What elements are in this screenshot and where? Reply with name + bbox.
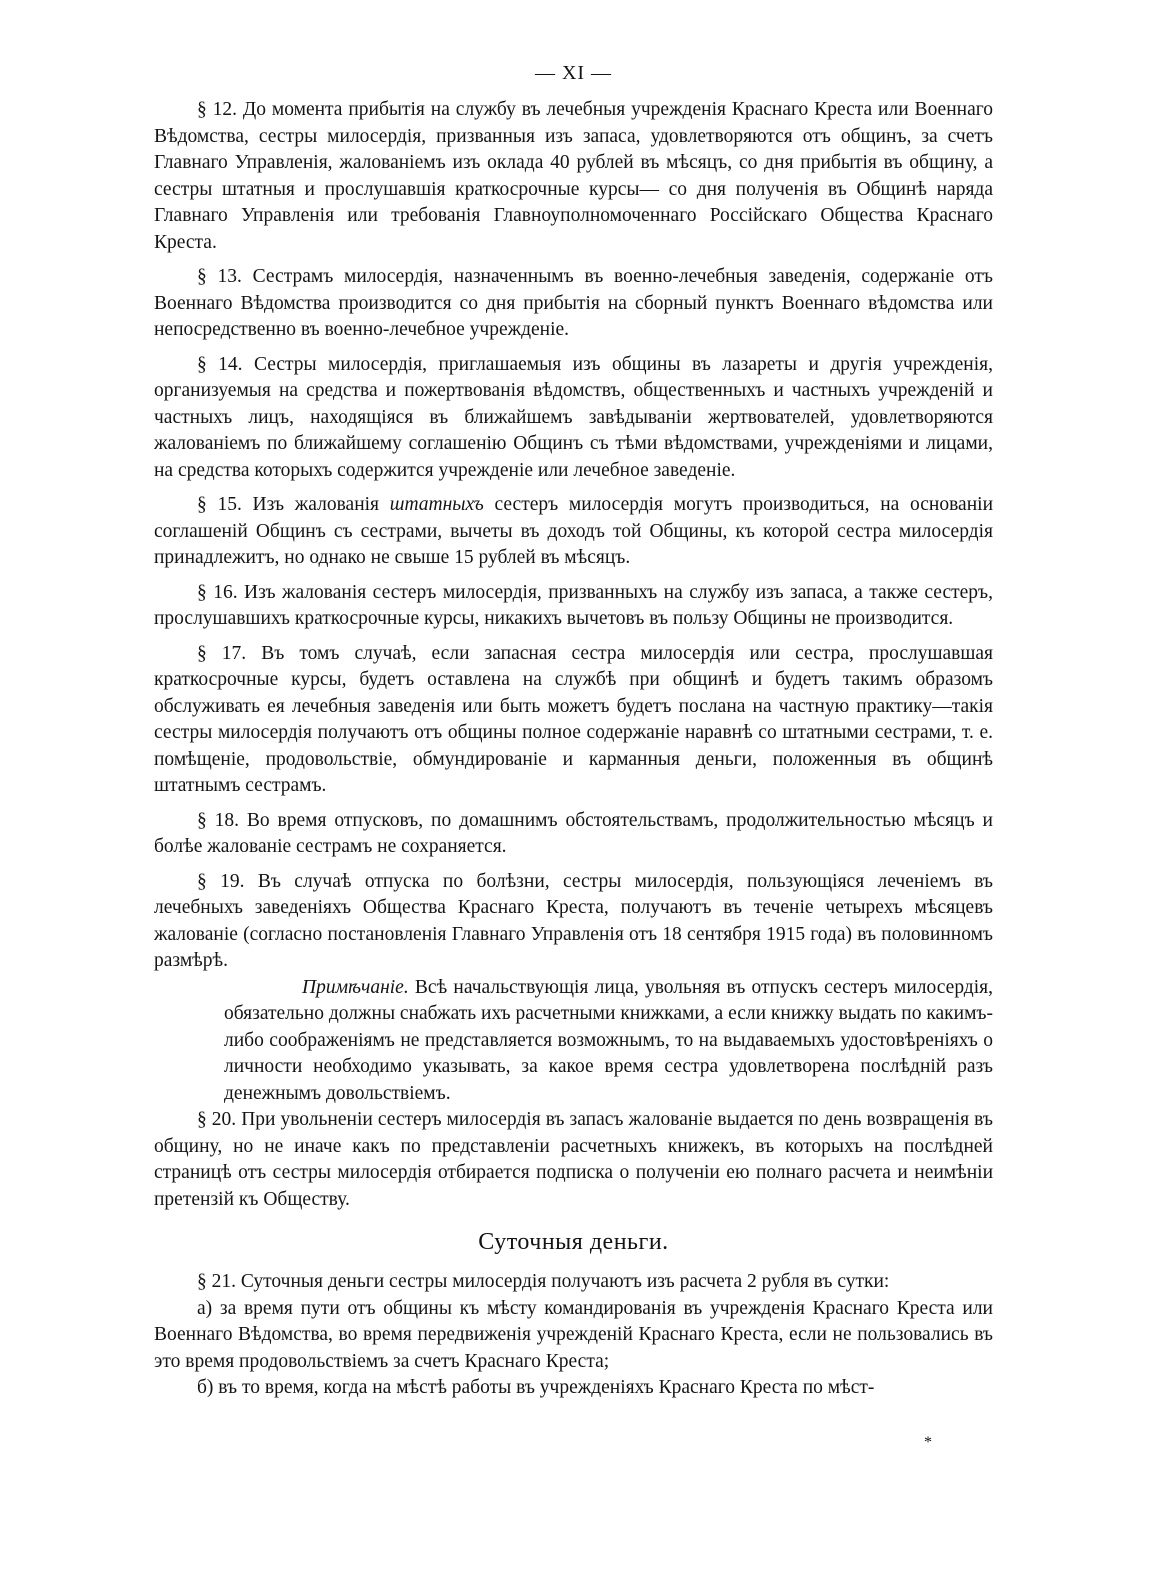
paragraph-15-start: § 15. Изъ жалованія — [197, 494, 390, 515]
paragraph-15-emphasis: штатныхъ — [389, 494, 484, 515]
paragraph-18: § 18. Во время отпусковъ, по домашнимъ обстоятельствамъ, продолжительностью мѣсяцъ и болѣе жалованіе сестрамъ не сохраняется. — [154, 809, 993, 857]
section-title: Суточныя деньги. — [478, 1229, 669, 1255]
paragraph-13: § 13. Сестрамъ милосердія, назначеннымъ въ военно-лечебныя заведенія, содержаніе отъ Военнаго Вѣдомства производится со дня прибытія на сборный пунктъ Военнаго вѣдомства или непосредственно въ военно-лечебное учрежденіе. — [154, 266, 993, 340]
footnote-mark: * — [924, 1434, 932, 1451]
paragraph-17: § 17. Въ томъ случаѣ, если запасная сестра милосердія или сестра, прослушавшая краткосрочные курсы, будетъ оставлена на службѣ при общинѣ и будетъ такимъ образомъ обслуживать ея лечебныя заведенія или быть можетъ будетъ послана на частную практику—такія сестры милосердія получаютъ отъ общины полное содержаніе наравнѣ со штатными сестрами, т. е. помѣщеніе, продовольствіе, обмундированіе и карманныя деньги, положенныя въ общинѣ штатнымъ сестрамъ. — [154, 642, 993, 796]
note-label: Примѣчаніе. — [302, 976, 409, 998]
note — [224, 975, 993, 1108]
paragraph-12: § 12. До момента прибытія на службу въ лечебныя учрежденія Краснаго Креста или Военнаго Вѣдомства, сестры милосердія, призванныя изъ запаса, удовлетворяются отъ общинъ, за счетъ Главнаго Управленія, жалованіемъ изъ оклада 40 рублей въ мѣсяцъ, со дня прибытія въ общину, а сестры штатныя и прослушавшія краткосрочные курсы— со дня полученія въ Общинѣ наряда Главнаго Управленія или требованія Главноуполномоченнаго Россійскаго Общества Краснаго Креста. — [154, 99, 993, 253]
item-b: б) въ то время, когда на мѣстѣ работы въ учрежденіяхъ Краснаго Креста по мѣст- — [197, 1377, 875, 1398]
paragraph-21: § 21. Суточныя деньги сестры милосердія получаютъ изъ расчета 2 рубля въ сутки: — [197, 1271, 890, 1292]
page-number: — XI — — [534, 62, 613, 84]
paragraph-20: § 20. При увольненіи сестеръ милосердія въ запасъ жалованіе выдается по день возвращенія въ общину, но не иначе какъ по представленіи расчетныхъ книжекъ, въ которыхъ на послѣдней страницѣ отъ сестры милосердія отбирается подписка о полученіи ею полнаго расчета и неимѣніи претензій къ Обществу. — [154, 1109, 993, 1210]
paragraph-15-end: сестеръ милосердія могутъ производиться, на основаніи соглашеній Общинъ съ сестрами, вычеты въ доходъ той Общины, къ которой сестра милосердія принадлежитъ, но однако не свыше 15 рублей въ мѣсяцъ. — [154, 494, 994, 568]
note-text: Всѣ начальствующія лица, увольняя въ отпускъ сестеръ милосердія, обязательно должны снабжать ихъ расчетными книжками, а если книжку выдать по какимъ-либо соображеніямъ не представляется возможнымъ, то на выдаваемыхъ удостовѣреніяхъ о личности необходимо указывать, за какое время сестра удовлетворена послѣдній разъ денежнымъ довольствіемъ. — [224, 976, 993, 1104]
item-a: а) за время пути отъ общины къ мѣсту командированія въ учрежденія Краснаго Креста или Военнаго Вѣдомства, во время передвиженія учрежденій Краснаго Креста, если не пользовались въ это время продовольствіемъ за счетъ Краснаго Креста; — [154, 1297, 993, 1372]
paragraph-15 — [154, 492, 993, 572]
paragraph-19: § 19. Въ случаѣ отпуска по болѣзни, сестры милосердія, пользующіяся леченіемъ въ лечебныхъ заведеніяхъ Общества Краснаго Креста, получаютъ въ теченіе четырехъ мѣсяцевъ жалованіе (согласно постановленія Главнаго Управленія отъ 18 сентября 1915 года) въ половинномъ размѣрѣ. — [154, 870, 993, 971]
paragraph-14: § 14. Сестры милосердія, приглашаемыя изъ общины въ лазареты и другія учрежденія, организуемыя на средства и пожертвованія вѣдомствъ, общественныхъ и частныхъ учрежденій и частныхъ лицъ, находящіяся въ ближайшемъ завѣдываніи жертвователей, удовлетворяются жалованіемъ по ближайшему соглашенію Общинъ съ тѣми вѣдомствами, учрежденіями и лицами, на средства которыхъ содержится учрежденіе или лечебное заведеніе. — [154, 353, 993, 481]
paragraph-16: § 16. Изъ жалованія сестеръ милосердія, призванныхъ на службу изъ запаса, а также сестеръ, прослушавшихъ краткосрочные курсы, никакихъ вычетовъ въ пользу Общины не производится. — [154, 581, 993, 629]
